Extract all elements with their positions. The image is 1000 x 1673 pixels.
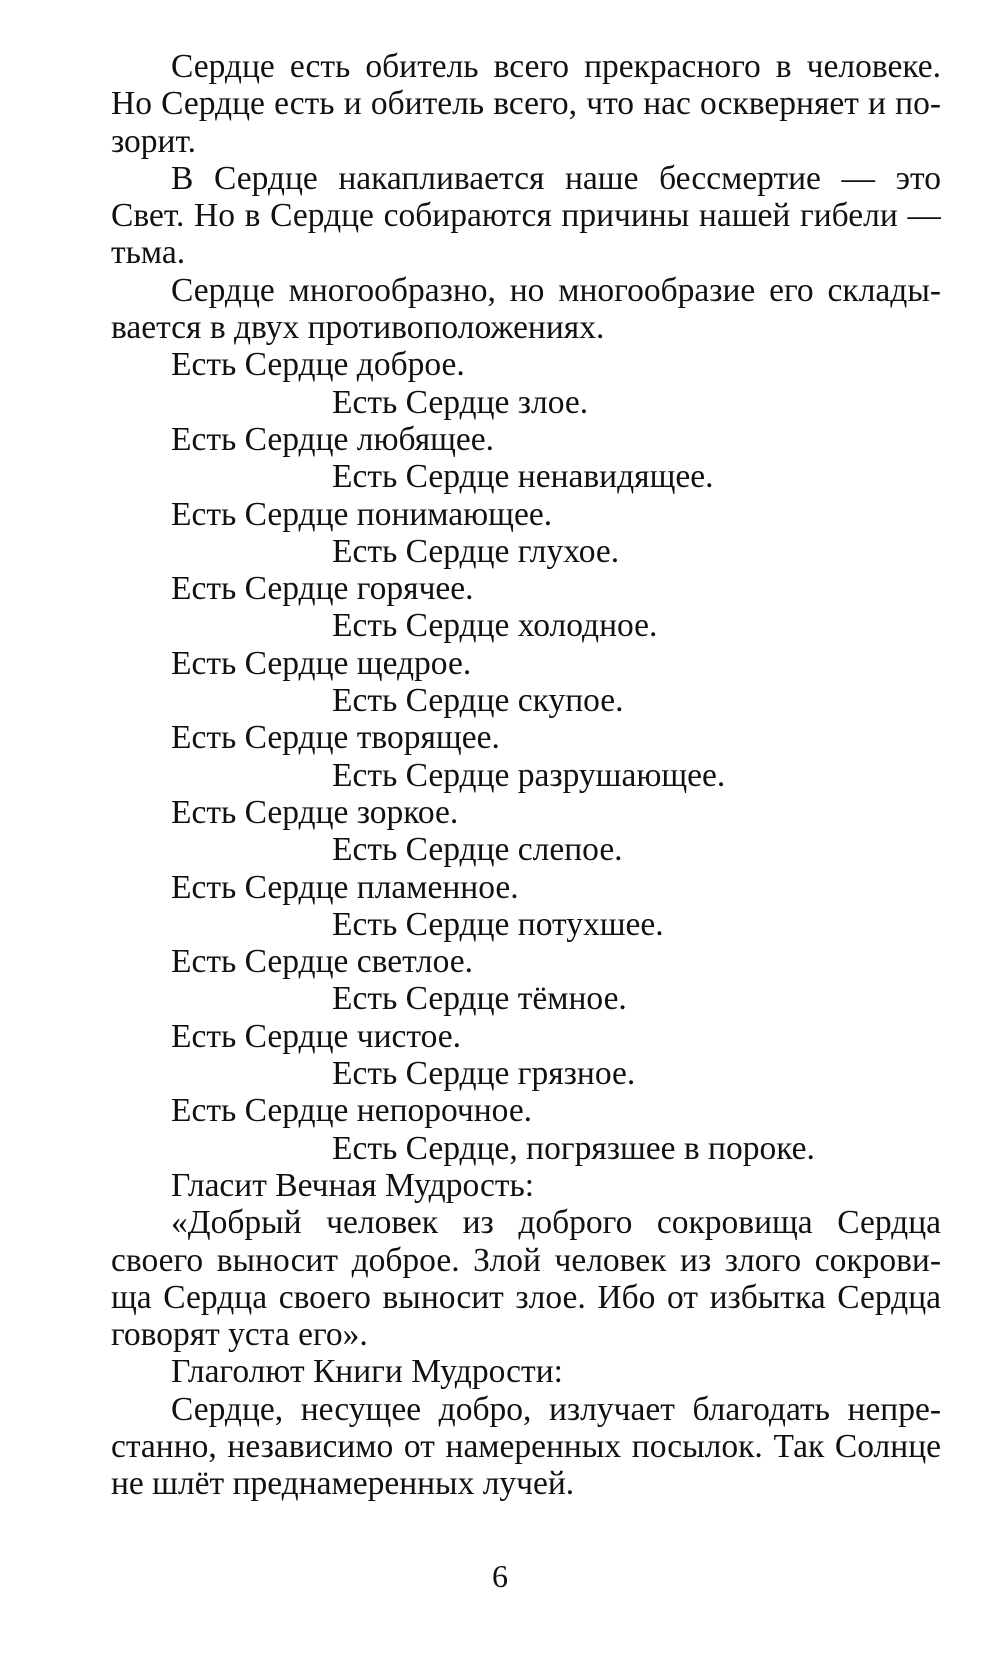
heart-line-negative: Есть Сердце потухшее. bbox=[332, 905, 664, 943]
heart-line-positive: Есть Сердце творящее. bbox=[171, 719, 500, 757]
text-line: Сердце, несущее добро, излучает благодать непре- bbox=[171, 1390, 941, 1428]
heart-line-positive: Есть Сердце доброе. bbox=[171, 346, 465, 384]
heart-line-positive: Есть Сердце зоркое. bbox=[171, 793, 459, 831]
heart-line-positive: Есть Сердце горячее. bbox=[171, 570, 474, 608]
text-line: вается в двух противоположениях. bbox=[111, 309, 605, 347]
heart-line-negative: Есть Сердце слепое. bbox=[332, 831, 623, 869]
text-line: Свет. Но в Сердце собираются причины нашей гибели — bbox=[111, 197, 941, 235]
text-line: В Сердце накапливается наше бессмертие — это bbox=[171, 159, 941, 197]
heart-line-positive: Есть Сердце непорочное. bbox=[171, 1092, 533, 1130]
text-line: Сердце есть обитель всего прекрасного в человеке. bbox=[171, 48, 941, 85]
heart-line-negative: Есть Сердце холодное. bbox=[332, 607, 658, 645]
text-line: Сердце многообразно, но многообразие его склады- bbox=[171, 271, 941, 309]
text-line: Гласит Вечная Мудрость: bbox=[171, 1166, 535, 1204]
heart-line-positive: Есть Сердце светлое. bbox=[171, 943, 474, 981]
text-line: тьма. bbox=[111, 234, 186, 272]
heart-line-negative: Есть Сердце грязное. bbox=[332, 1055, 636, 1093]
text-line: Глаголют Книги Мудрости: bbox=[171, 1353, 563, 1391]
text-line: Но Сердце есть и обитель всего, что нас оскверняет и по- bbox=[111, 85, 941, 123]
heart-line-negative: Есть Сердце, погрязшее в пороке. bbox=[332, 1129, 815, 1167]
heart-line-negative: Есть Сердце злое. bbox=[332, 383, 589, 421]
heart-line-negative: Есть Сердце ненавидящее. bbox=[332, 458, 714, 496]
quote-line: своего выносит доброе. Злой человек из злого сокрови- bbox=[111, 1241, 941, 1279]
heart-line-positive: Есть Сердце чистое. bbox=[171, 1017, 462, 1055]
text-line: зорит. bbox=[111, 122, 196, 160]
text-line: станно, независимо от намеренных посылок. Так Солнце bbox=[111, 1427, 941, 1465]
heart-line-negative: Есть Сердце скупое. bbox=[332, 682, 624, 720]
heart-line-negative: Есть Сердце тёмное. bbox=[332, 980, 627, 1018]
page-text bbox=[111, 48, 941, 1503]
heart-line-positive: Есть Сердце понимающее. bbox=[171, 495, 553, 533]
heart-line-negative: Есть Сердце разрушающее. bbox=[332, 756, 726, 794]
heart-line-positive: Есть Сердце любящее. bbox=[171, 420, 495, 458]
text-line: не шлёт преднамеренных лучей. bbox=[111, 1465, 575, 1503]
heart-line-negative: Есть Сердце глухое. bbox=[332, 532, 620, 570]
quote-line: ща Сердца своего выносит злое. Ибо от избытка Сердца bbox=[111, 1278, 941, 1316]
heart-line-positive: Есть Сердце пламенное. bbox=[171, 868, 519, 906]
heart-line-positive: Есть Сердце щедрое. bbox=[171, 644, 472, 682]
quote-line: говорят уста его». bbox=[111, 1316, 368, 1354]
page-number: 6 bbox=[492, 1558, 508, 1594]
quote-line: «Добрый человек из доброго сокровища Сердца bbox=[171, 1204, 941, 1242]
